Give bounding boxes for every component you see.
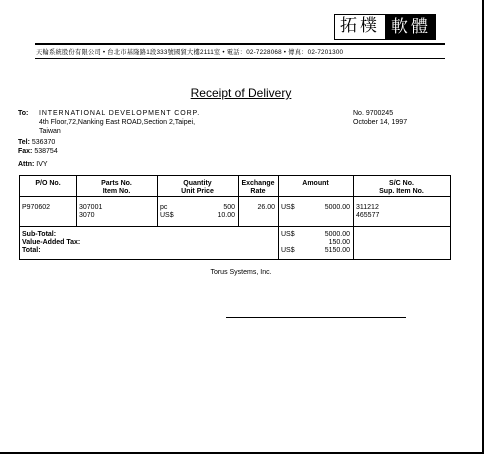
attn-value: IVY — [36, 161, 48, 168]
document-date: October 14, 1997 — [353, 119, 408, 126]
header-parts-no: Parts No. — [101, 180, 132, 187]
logo-left-text: 拓樸 — [334, 14, 386, 40]
fax-label: Fax: — [18, 148, 33, 155]
cell-item-no: 3070 — [79, 212, 95, 219]
col-divider-4 — [278, 176, 279, 259]
header-sc-no: S/C No. — [389, 180, 414, 187]
address-line-1: 4th Floor,72,Nanking East ROAD,Section 2,Taipei, — [39, 119, 196, 126]
tel-label: Tel: — [18, 139, 30, 146]
header-divider — [20, 196, 450, 197]
fax-value: 538754 — [34, 148, 58, 155]
cell-sc-no: 311212 — [356, 204, 379, 211]
cell-price-currency: US$ — [160, 212, 174, 219]
total-label: Total: — [22, 247, 41, 254]
document-title: Receipt of Delivery — [190, 86, 292, 100]
header-sup-item-no: Sup. Item No. — [379, 188, 424, 195]
recipient-address — [39, 109, 200, 136]
to-label: To: — [18, 110, 29, 117]
logo-right-text: 軟體 — [386, 14, 436, 40]
total-value: 5150.00 — [324, 247, 350, 254]
header-rule-thin — [35, 58, 445, 59]
delivery-table — [19, 175, 451, 260]
cell-unit-price: 10.00 — [217, 212, 235, 219]
company-logo — [334, 14, 436, 40]
signature-line — [226, 317, 406, 318]
header-item-no: Item No. — [102, 188, 131, 195]
scan-edge-bottom — [0, 452, 484, 454]
footer-company: Torus Systems, Inc. — [210, 269, 272, 276]
header-unit-price: Unit Price — [181, 188, 214, 195]
subtotal-currency: US$ — [281, 231, 295, 238]
recipient-company: INTERNATIONAL DEVELOPMENT CORP. — [39, 110, 201, 117]
total-currency: US$ — [281, 247, 295, 254]
cell-parts-no: 307001 — [79, 204, 103, 211]
header-quantity: Quantity — [183, 180, 212, 187]
header-rule — [35, 43, 445, 45]
cell-amount: 5000.00 — [324, 204, 350, 211]
row-divider — [20, 226, 450, 227]
attention-line — [18, 160, 48, 169]
cell-qty-unit: pc — [160, 204, 168, 211]
cell-amount-currency: US$ — [281, 204, 295, 211]
address-line-2: Taiwan — [39, 128, 61, 135]
vat-value: 150.00 — [328, 239, 350, 246]
document-number: No. 9700245 — [353, 110, 394, 117]
cell-sup-item-no: 465577 — [356, 212, 380, 219]
header-exchange: Exchange — [241, 180, 275, 187]
contact-numbers — [18, 138, 58, 156]
cell-qty: 500 — [223, 204, 235, 211]
vat-label: Value-Added Tax: — [22, 239, 81, 246]
tel-value: 536370 — [31, 139, 56, 146]
company-contact-line: 天輪系統股份有限公司 • 台北市基隆路1段333號國貿大樓2111室 • 電話：02-7228068 • 傳真：02-7201300 — [36, 49, 344, 56]
cell-po: P970602 — [22, 204, 51, 211]
header-po: P/O No. — [35, 180, 61, 187]
header-amount: Amount — [302, 180, 329, 187]
subtotal-label: Sub-Total: — [22, 231, 57, 238]
cell-rate: 26.00 — [257, 204, 275, 211]
subtotal-value: 5000.00 — [324, 231, 350, 238]
scan-edge-right — [482, 0, 484, 452]
attn-label: Attn: — [18, 161, 35, 168]
document-meta — [353, 109, 407, 127]
header-rate: Rate — [250, 188, 266, 195]
